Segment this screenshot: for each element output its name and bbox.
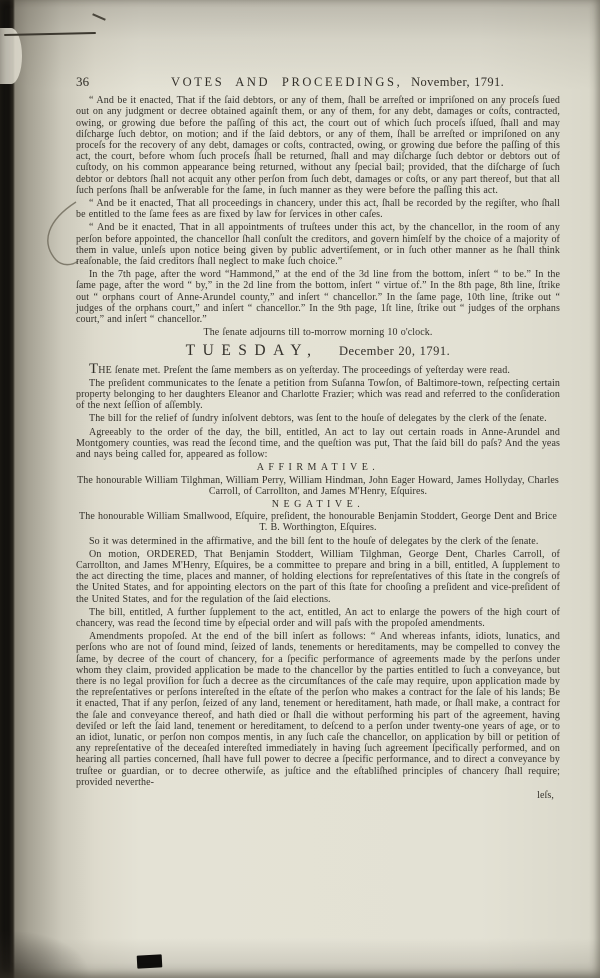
paragraph-petition-towson: The preſident communicates to the ſenate a petition from Suſanna Towſon, of Baltimore-town, reſpecting certain property belonging to her daughters Eleanor and Charlotte Frazier; which was read and referred to the conſideration of the next ſeſſion of aſſembly. (76, 377, 560, 412)
page-title-date: November, 1791. (411, 75, 505, 89)
paragraph-insolvent-debtors-bill: The bill for the relief of ſundry inſolvent debtors, was ſent to the houſe of delegates by the clerk of the ſenate. (89, 413, 547, 425)
page-number: 36 (76, 74, 90, 89)
negative-names: The honourable William Smallwood, Eſquire, preſident, the honourable Benjamin Stoddert, George Dent and Brice T. B. Worthington, Eſquires. (79, 511, 557, 534)
session-date-heading (76, 342, 560, 360)
page-title (115, 77, 560, 88)
paragraph-page-amendments: In the 7th page, after the word “Hammond,” at the end of the 3d line from the bottom, inſert “ to be.” In the ſame page, after the word “ by,” in the 2d line from the bottom, inſert “ virtue of.” In the 8th page, 8th line, ſtrike out “ orphans court of Anne-Arundel county,” and inſert “ chancellor.” In the ſame page, 10th line, ſtrike out “ judges of the orphans court,” and inſert “ chancellor.” In the 9th page, 1ſt line, ſtrike out “ judges of the orphans court,” and inſert “ chancellor.” (76, 269, 560, 326)
top-edge-tick (92, 13, 106, 21)
paragraph-enacted-chancery: “ And be it enacted, That all proceedings in chancery, under this act, ſhall be recorded by the regiſter, who ſhall be entitled to the ſame fees as are fixed by law for ſervices in other caſes. (76, 198, 560, 221)
paragraph-enacted-debtors: “ And be it enacted, That if the ſaid debtors, or any of them, ſhall be arreſted or impriſoned on any proceſs ſued out on any judgment or decree obtained againſt them, or any of them, for any debt, damages or coſts, contracted, owing, or growing due before the paſſing of this act, the court out of which ſuch proceſs iſſued, ſhall and may diſcharge ſuch debtor, on motion; and if the ſaid debtors, or any of them, ſhall be arreſted or impriſoned on any proceſs for the recovery of any debt, damages or coſts, contracted, owing, or growing due before the paſſing of this act, the court, before whom ſuch proceſs ſhall be returned, ſhall and may diſcharge ſuch debtor or debtors out of cuſtody, on his common appearance being returned, without any ſpecial bail; provided, that the diſcharge of ſuch debtor or debtors ſhall not acquit any other perſon from ſuch debt, damages or coſts, or any part thereof, but that all ſuch perſons ſhall be anſwerable for the ſame, in ſuch manner as they were before the paſſing this act. (76, 95, 560, 196)
bottom-corner-smudge (0, 930, 90, 978)
running-header (76, 76, 560, 88)
page-title-caps: VOTES AND PROCEEDINGS, (170, 75, 403, 89)
session-date: December 20, 1791. (338, 344, 451, 359)
affirmative-names: The honourable William Tilghman, William Perry, William Hindman, John Eager Howard, James Hollyday, Charles Carroll, of Carrollton, and James M'Henry, Eſquires. (77, 474, 559, 497)
session-day: TUESDAY, (185, 342, 319, 360)
catchword: leſs, (537, 789, 554, 801)
bottom-ink-mark (137, 954, 163, 968)
paragraph-enacted-trustees: “ And be it enacted, That in all appointments of truſtees under this act, by the chancellor, in the room of any perſon before appointed, the chancellor ſhall conſult the creditors, and govern himſelf by the choice of a majority of them in value, unleſs upon notice being given by public advertiſement, or in ſuch other manner as he ſhall think reaſonable, the ſaid creditors ſhall neglect to make ſuch choice.” (76, 222, 560, 268)
paragraph-determined-affirmative: So it was determined in the affirmative, and the bill ſent to the houſe of delegates by the clerk of the ſenate. (89, 535, 539, 547)
paragraph-ordered-committee: On motion, ORDERED, That Benjamin Stoddert, William Tilghman, George Dent, Charles Carroll, of Carrollton, and James M'Henry, Eſquires, be a committee to prepare and bring in a bill, entitled, A ſupplement to the act directing the time, places and manner, of holding elections for repreſentatives of this ſtate in the congreſs of the United States, and for appointing electors on the part of this ſtate for chooſing a preſident and vice-preſident of the United States, and for the regulation of the ſaid elections. (76, 548, 560, 605)
page-content (76, 76, 560, 801)
top-edge-mark (4, 32, 96, 36)
paragraph-senate-met: THE ſenate met. Preſent the ſame members as on yeſterday. The proceedings of yeſterday were read. (89, 360, 510, 377)
adjournment-line: The ſenate adjourns till to-morrow morning 10 o'clock. (203, 327, 433, 339)
book-spine-shadow (0, 0, 15, 978)
negative-heading: NEGATIVE. (271, 498, 365, 510)
paragraph-amendments-proposed: Amendments propoſed. At the end of the bill inſert as follows: “ And whereas infants, idiots, lunatics, and perſons who are not of ſound mind, ſeized of lands, tenements or hereditaments, may be compelled to convey the ſame, by decree of the court of chancery, for a ſpecific performance of agreements made by the perſons under whom they claim, provided application be made to the chancellor by the parties entitled to ſuch a conveyance, but there is no legal proviſion for ſuch a decree as the circumſtances of the caſe may require, upon application made by the repreſentatives or perſons intereſted in the eſtate of the perſon who makes a contract for the ſale of his lands; Be it enacted, That if any perſon, ſeized of any land, tenement or hereditament, hath made, or ſhall make, a contract for the ſale and conveyance thereof, and hath died or ſhall die without performing his part of the agreement, having deviſed or left the ſaid land, tenement or hereditament, to deſcend to a perſon under twenty-one years of age, or to an idiot, lunatic, or perſon non compos mentis, in any ſuch caſe the chancellor, on application by bill or petition of any repreſentative of the deceaſed intereſted immediately in having ſuch agreement ſpecifically performed, and on hearing all parties concerned, ſhall have full power to decree a ſpecific performance, and to direct a conveyance by truſtee or guardian, or to decree otherwiſe, as juſtice and the eſtabliſhed principles of chancery ſhall require; provided neverthe- (76, 631, 560, 788)
paragraph-chancery-supplement: The bill, entitled, A further ſupplement to the act, entitled, An act to enlarge the powers of the high court of chancery, was read the ſecond time by eſpecial order and will paſs with the propoſed amendments. (76, 606, 560, 629)
paragraph-roads-bill: Agreeably to the order of the day, the bill, entitled, An act to lay out certain roads in Anne-Arundel and Montgomery counties, was read the ſecond time, and the queſtion was put, That the ſaid bill do paſs? And the yeas and nays being called for, appeared as follow: (76, 426, 560, 461)
spine-notch-highlight (0, 28, 22, 84)
affirmative-heading: AFFIRMATIVE. (256, 462, 380, 474)
